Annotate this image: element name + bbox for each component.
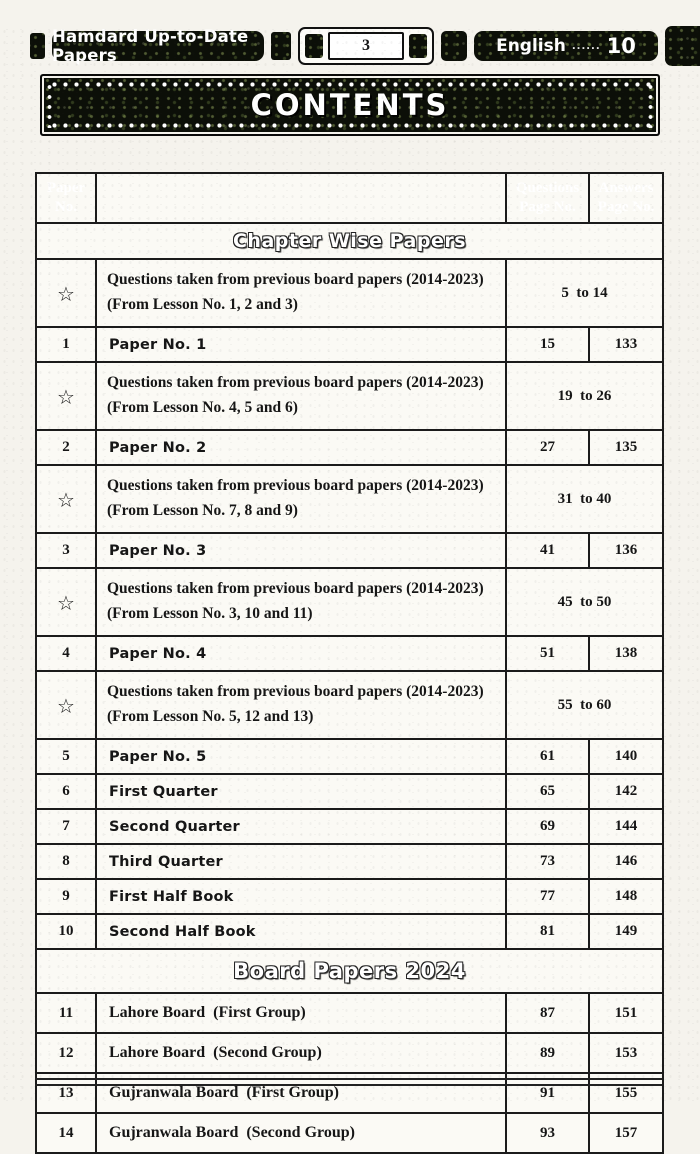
dotted-border-top — [49, 81, 651, 88]
row-label: Lahore Board (Second Group) — [96, 1033, 506, 1073]
page-range: 31 to 40 — [506, 465, 663, 533]
decorative-speckle-patch — [409, 34, 427, 58]
answers-page: 142 — [589, 774, 663, 809]
paper-number: 8 — [36, 844, 96, 879]
table-row — [36, 671, 663, 739]
paper-number: 4 — [36, 636, 96, 671]
description-line2: (From Lesson No. 7, 8 and 9) — [107, 502, 298, 519]
row-description — [96, 671, 506, 739]
questions-page: 15 — [506, 327, 589, 362]
questions-page: 93 — [506, 1113, 589, 1153]
answers-page: 148 — [589, 879, 663, 914]
row-label: Paper No. 4 — [96, 636, 506, 671]
dotted-border-bottom — [49, 122, 651, 129]
row-label: First Quarter — [96, 774, 506, 809]
row-label: Second Half Book — [96, 914, 506, 949]
subject-dots: ...... — [571, 40, 601, 52]
row-description — [96, 362, 506, 430]
contents-table-body — [36, 173, 663, 1153]
answers-page: 138 — [589, 636, 663, 671]
table-row — [36, 774, 663, 809]
description-header — [96, 173, 506, 223]
table-row — [36, 327, 663, 362]
description-line1: Questions taken from previous board papers (2014-2023) — [107, 580, 484, 598]
star-icon: ☆ — [36, 362, 96, 430]
row-label: Paper No. 3 — [96, 533, 506, 568]
answers-page: 136 — [589, 533, 663, 568]
paper-number: 2 — [36, 430, 96, 465]
table-row — [36, 636, 663, 671]
questions-header-line1: Questions — [515, 179, 580, 196]
paper-no-header-line1: Paper — [46, 179, 86, 196]
questions-page: 73 — [506, 844, 589, 879]
paper-number: 10 — [36, 914, 96, 949]
description-line1: Questions taken from previous board papers (2014-2023) — [107, 271, 484, 289]
answers-page: 140 — [589, 739, 663, 774]
row-description — [96, 568, 506, 636]
row-label: Paper No. 1 — [96, 327, 506, 362]
page-number-frame — [298, 27, 434, 65]
answers-header-line2: Page No. — [597, 199, 655, 215]
table-row — [36, 362, 663, 430]
page-range: 45 to 50 — [506, 568, 663, 636]
table-row — [36, 739, 663, 774]
row-label: Paper No. 2 — [96, 430, 506, 465]
description-line1: Questions taken from previous board papers (2014-2023) — [107, 477, 484, 495]
questions-header-line2: Page No. — [519, 199, 576, 215]
answers-page: 155 — [589, 1073, 663, 1113]
description-line1: Questions taken from previous board papers (2014-2023) — [107, 683, 484, 701]
paper-number: 1 — [36, 327, 96, 362]
page-header — [30, 26, 690, 66]
questions-page: 69 — [506, 809, 589, 844]
table-row — [36, 844, 663, 879]
answers-page: 144 — [589, 809, 663, 844]
questions-page: 81 — [506, 914, 589, 949]
row-description — [96, 465, 506, 533]
description-line1: Questions taken from previous board papers (2014-2023) — [107, 374, 484, 392]
questions-page: 51 — [506, 636, 589, 671]
answers-page: 153 — [589, 1033, 663, 1073]
decorative-speckle-patch — [441, 31, 467, 61]
section-heading-label: Chapter Wise Papers — [232, 230, 467, 252]
questions-page: 91 — [506, 1073, 589, 1113]
table-row — [36, 568, 663, 636]
section-heading — [36, 949, 663, 993]
section-heading — [36, 223, 663, 259]
table-row — [36, 809, 663, 844]
decorative-speckle-patch — [305, 34, 323, 58]
paper-number: 11 — [36, 993, 96, 1033]
section-heading-row — [36, 949, 663, 993]
grade-number: 10 — [606, 34, 636, 58]
answers-page: 135 — [589, 430, 663, 465]
table-row — [36, 879, 663, 914]
section-heading-row — [36, 223, 663, 259]
description-line2: (From Lesson No. 5, 12 and 13) — [107, 708, 314, 725]
row-label: Gujranwala Board (First Group) — [96, 1073, 506, 1113]
paper-number: 5 — [36, 739, 96, 774]
answers-page: 133 — [589, 327, 663, 362]
description-line2: (From Lesson No. 1, 2 and 3) — [107, 296, 298, 313]
paper-number: 7 — [36, 809, 96, 844]
decorative-speckle-patch — [30, 33, 45, 59]
questions-page: 65 — [506, 774, 589, 809]
bottom-double-rule — [35, 1078, 662, 1086]
answers-page: 151 — [589, 993, 663, 1033]
row-label: Second Quarter — [96, 809, 506, 844]
contents-table — [35, 172, 664, 1154]
answers-page: 149 — [589, 914, 663, 949]
row-description — [96, 259, 506, 327]
row-label: Paper No. 5 — [96, 739, 506, 774]
row-label: Third Quarter — [96, 844, 506, 879]
table-row — [36, 533, 663, 568]
description-line2: (From Lesson No. 3, 10 and 11) — [107, 605, 313, 622]
paper-number: 6 — [36, 774, 96, 809]
page-title: CONTENTS — [250, 88, 450, 122]
table-row — [36, 993, 663, 1033]
row-label: First Half Book — [96, 879, 506, 914]
table-row — [36, 259, 663, 327]
row-label: Gujranwala Board (Second Group) — [96, 1113, 506, 1153]
star-icon: ☆ — [36, 568, 96, 636]
answers-page: 146 — [589, 844, 663, 879]
section-heading-label: Board Papers 2024 — [233, 959, 466, 983]
page-range: 55 to 60 — [506, 671, 663, 739]
page-range: 19 to 26 — [506, 362, 663, 430]
row-label: Lahore Board (First Group) — [96, 993, 506, 1033]
description-line2: (From Lesson No. 4, 5 and 6) — [107, 399, 298, 416]
paper-number: 9 — [36, 879, 96, 914]
table-row — [36, 1113, 663, 1153]
page-range: 5 to 14 — [506, 259, 663, 327]
decorative-speckle-patch — [271, 32, 291, 60]
contents-banner — [40, 74, 660, 136]
table-row — [36, 430, 663, 465]
subject-title — [474, 31, 658, 61]
questions-page: 77 — [506, 879, 589, 914]
paper-number: 12 — [36, 1033, 96, 1073]
paper-number: 14 — [36, 1113, 96, 1153]
page-number-box: 3 — [328, 32, 404, 60]
star-icon: ☆ — [36, 259, 96, 327]
questions-page: 27 — [506, 430, 589, 465]
subject-label: English — [496, 36, 566, 56]
questions-page: 87 — [506, 993, 589, 1033]
star-icon: ☆ — [36, 671, 96, 739]
answers-header-line1: Answers — [598, 179, 654, 196]
table-row — [36, 914, 663, 949]
paper-no-header-line2: No. — [54, 199, 78, 215]
table-row — [36, 1033, 663, 1073]
table-row — [36, 465, 663, 533]
questions-page: 89 — [506, 1033, 589, 1073]
brand-title: Hamdard Up-to-Date Papers — [52, 31, 264, 61]
questions-page: 41 — [506, 533, 589, 568]
answers-page: 157 — [589, 1113, 663, 1153]
star-icon: ☆ — [36, 465, 96, 533]
table-header-row — [36, 173, 663, 223]
decorative-speckle-patch — [665, 26, 700, 66]
paper-number: 13 — [36, 1073, 96, 1113]
paper-number: 3 — [36, 533, 96, 568]
questions-page: 61 — [506, 739, 589, 774]
answers-header — [589, 173, 663, 223]
paper-no-header — [36, 173, 96, 223]
scanned-contents-page — [0, 26, 700, 1141]
questions-header — [506, 173, 589, 223]
